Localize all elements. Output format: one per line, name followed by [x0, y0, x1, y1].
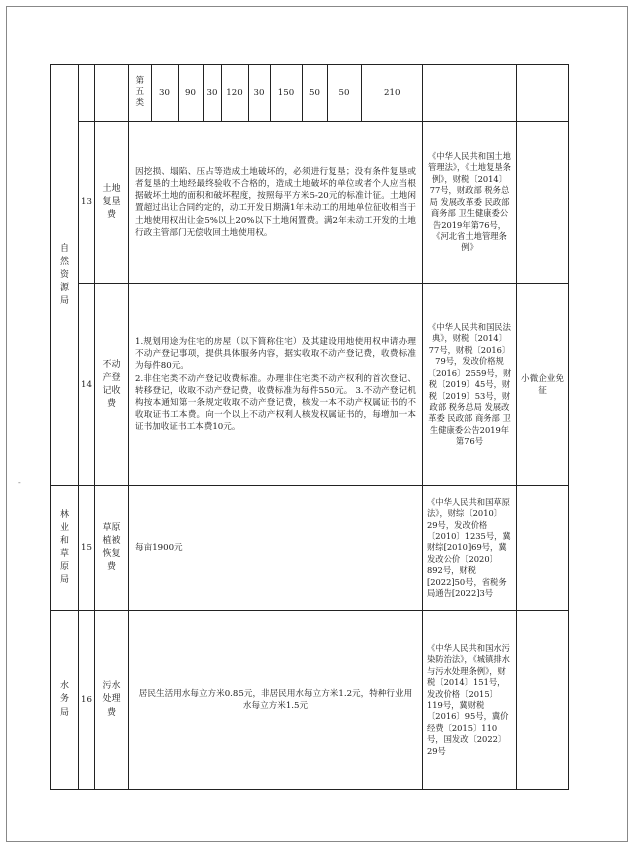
row-number: 16: [79, 611, 95, 790]
policy-basis: 《中华人民共和国草原法》，财综〔2010〕29号，发改价格〔2010〕1235号，冀财综[2010]69号，冀发改公价〔2020〕892号，财税[2022]50号，省税务局通告[2022]3号: [423, 486, 517, 611]
fee-content: 1.规划用途为住宅的房屋（以下简称住宅）及其建设用地使用权申请办理不动产登记事项，提供具体服务内容，据实收取不动产登记费，收费标准为每件80元。 2.非住宅类不动产登记收费标准。办理非住宅类不动产权利的首次登记、转移登记，收取不动产登记费，收费标准为每件550元。 3.不动产登记机构按本通知第一条规定收取不动产登记费，核发一本不动产权属证书的不收取证书工本费。向一个以上不动产权利人核发权属证书的，每增加一本证书加收证书工本费10元。: [129, 284, 423, 486]
policy-basis: 《中华人民共和国水污染防治法》，《城镇排水与污水处理条例》，财税〔2014〕151号，发改价格〔2015〕119号，冀财税〔2016〕95号，冀价经费〔2015〕110号，国发改〔2022〕29号: [423, 611, 517, 790]
fee-content: 因挖损、塌陷、压占等造成土地破坏的，必须进行复垦；没有条件复垦或者复垦的土地经最终验收不合格的，造成土地破坏的单位或者个人应当根据破坏土地的面积和破坏程度，按照每平方米5-20元的标准计征。土地闲置超过出让合同约定的，动工开发日期满1年未动工的用地单位征收相当于土地使用权出让金5%以上20%以下土地闲置费。满2年未动工开发的土地行政主管部门无偿收回土地使用权。: [129, 121, 423, 284]
fee-content: 每亩1900元: [129, 486, 423, 611]
row-number: 13: [79, 121, 95, 284]
empty-cell: [95, 65, 129, 122]
empty-cell: [517, 65, 569, 122]
class5-value: 30: [248, 65, 270, 121]
row-number: 15: [79, 486, 95, 611]
fee-name: 草原植被恢复费: [95, 486, 129, 611]
fee-content: 居民生活用水每立方米0.85元，非居民用水每立方米1.2元，特种行业用水每立方米1.5元: [129, 611, 423, 790]
class5-value: 30: [203, 65, 221, 121]
policy-basis: 《中华人民共和国土地管理法》，《土地复垦条例》，财税〔2014〕77号，财政部 税务总局 发展改革委 民政部 商务部 卫生健康委公告2019年第76号，《河北省土地管理条例》: [423, 121, 517, 284]
fee-table: [50, 64, 569, 790]
margin-mark: -: [18, 478, 21, 487]
class5-value: 30: [151, 65, 178, 121]
class5-label: 第五类: [129, 65, 151, 121]
table-row: [51, 284, 569, 486]
fee-name: 污水处理费: [95, 611, 129, 790]
row-number: 14: [79, 284, 95, 486]
empty-cell: [423, 65, 517, 122]
table-row: [51, 121, 569, 284]
fee-name: 不动产登记收费: [95, 284, 129, 486]
class5-value: 120: [221, 65, 248, 121]
dept-cell-natural-resources: 自然资源局: [51, 65, 79, 486]
class5-value: 90: [178, 65, 203, 121]
fee-name: 土地复垦费: [95, 121, 129, 284]
class5-value: 50: [327, 65, 361, 121]
empty-cell: [79, 65, 95, 122]
note-cell: [517, 121, 569, 284]
note-cell: 小微企业免征: [517, 284, 569, 486]
class5-values-cell: [129, 65, 423, 122]
class5-value: 150: [270, 65, 302, 121]
dept-cell-water: 水务局: [51, 611, 79, 790]
table-row: [51, 611, 569, 790]
table-row: [51, 486, 569, 611]
policy-basis: 《中华人民共和国民法典》，财税〔2014〕77号，财税〔2016〕79号，发改价格规〔2016〕2559号，财税〔2019〕45号，财税〔2019〕53号，财政部 税务总局 发展改革委 民政部 商务部 卫生健康委公告2019年第76号: [423, 284, 517, 486]
table-row-class5: [51, 65, 569, 122]
class5-value: 210: [384, 87, 401, 98]
class5-inner-table: [129, 65, 423, 121]
note-cell: [517, 486, 569, 611]
note-cell: [517, 611, 569, 790]
class5-value: 50: [302, 65, 327, 121]
dept-cell-forestry: 林业和草原局: [51, 486, 79, 611]
